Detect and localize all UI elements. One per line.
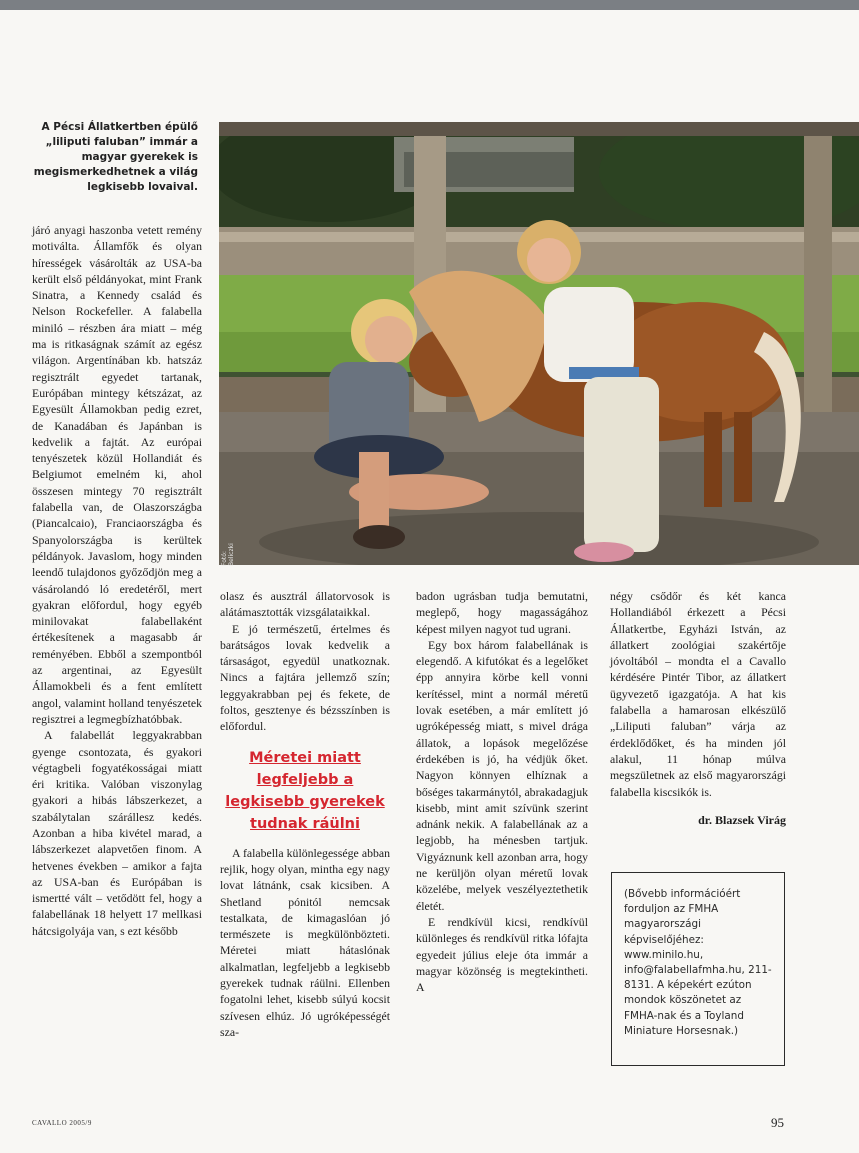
magazine-footer: CAVALLO 2005/9	[32, 1119, 92, 1127]
paragraph: járó anyagi haszonba vetett remény motiválta. Államfők és olyan hírességek vásárolták az USA-ba került első példányokat, mint Frank Sinatra, a Kennedy család és Nelson Rockefeller. A falabella miniló – részben ára miatt – még ma is ritkaságnak számít az egész világon. Argentínában kb. hatszáz regisztrált egyedet tartanak, Európában mintegy kétszázat, az Egyesült Államokban pedig ezret, de Kanadában és Japánban is kedvelik a fajtát. Az európai tenyészetek közül Hollandiát és Belgiumot emelném ki, ahol összesen mintegy 70 regisztrált falabella van, de Olaszországba (Piancalcaio), Franciaországba és Spanyolországba is kerültek példányok. Javaslom, hogy minden leendő tulajdonos győződjön meg a vásárolandó ló eredetéről, mert gyakran előfordul, hogy egyéb minilovakat falabellaként értékesítenek a magasabb ár reményében. Ebből a szempontból az argentinai, az Egyesült Államokbeli és a fent említett angol, valamint holland tenyészetek regisztrei a legmegbízhatóbbak.	[32, 223, 202, 726]
paragraph: A falabella különlegessége abban rejlik, hogy olyan, mintha egy nagy lovat látnánk, csak kicsiben. A Shetland pónitól nemcsak testalkata, de kimagaslóan jó természete is megkülönbözteti. Méretei miatt hátaslónak alkalmatlan, legfeljebb a legkisebb gyerekek tudnak ráülni. Ellenben fogatolni lehet, kisebb súlyú kocsit szívesen elhúz. Jó ugróképességét sza-	[220, 845, 390, 1039]
section-subheading: Méretei miatt legfeljebb a legkisebb gyerekek tudnak ráülni	[225, 749, 385, 832]
paragraph: badon ugrásban tudja bemutatni, meglepő, hogy magasságához képest milyen nagyot tud ugrani.	[416, 589, 588, 636]
paragraph: A falabellát leggyakrabban gyenge csontozata, és gyakori végtagbeli fogyatékosságai miatt éri kritika. Valóban viszonylag gyakori a hibás lábszerkezet, a szabálytalan szárállesz kedés. Azonban a hiba kivétel marad, a lábszerkezet alapvetően finom. A hetvenes években – amikor a fajta az USA-ban és Európában is ismertté vált – vetődött fel, hogy a falabellának 18 helyett 17 mellkasi hátcsigolyája van, s ezt később	[32, 728, 202, 938]
paragraph: E rendkívül kicsi, rendkívül különleges és rendkívül ritka lófajta egyedeit július eleje óta immár a magyar közönség is megtekintheti. A	[416, 914, 588, 995]
photo-illustration	[219, 122, 859, 565]
paragraph: Egy box három falabellának is elegendő. A kifutókat és a legelőket épp annyira körbe kell vonni kerítéssel, mint a normál méretű lovak esetében, a már említett jó ugróképesség miatt, s mivel drága állatok, a lopások megelőzése érdekében is jó, ha védjük őket. Nagyon könnyen elhíznak a bőséges takarmánytól, abrakadagjuk kisebb, mint amit szívünk szerint adnánk nekik. A falabellának az a legjobb, ha ménesben tartjuk. Vigyáznunk kell azonban arra, hogy ne kerüljön olyan méretű lovak közelébe, melyek veszélyeztethetik életét.	[416, 637, 588, 913]
article-column-1	[32, 222, 202, 939]
photo-girls-with-pony	[219, 122, 859, 565]
top-edge-bar	[0, 0, 859, 10]
info-box: (Bővebb információért forduljon az FMHA magyarországi képviselőjéhez: www.minilo.hu, info@falabellafmha.hu, 211-8131. A képekért ezúton mondok köszönetet az FMHA-nak és a Toyland Miniature Horsesnak.)	[611, 872, 785, 1066]
paragraph: négy csődőr és két kanca Hollandiából érkezett a Pécsi Állatkertbe, Egyházi István, az állatkert zoológiai szakértője jóvoltából – mondta el a Cavallo kérdésére Pintér Tibor, az állatkert ügyvezető igazgatója. A hat kis falabella a hamarosan elkészülő „Liliputi faluban” várja az érdeklődőket, és ha minden jól alakul, 11 hónap múlva megszületnek az első magyarországi falabella kiscsikók is.	[610, 589, 786, 799]
page-number: 95	[771, 1115, 784, 1130]
author-signature: dr. Blazsek Virág	[698, 812, 786, 827]
article-column-3	[416, 588, 588, 995]
paragraph: E jó természetű, értelmes és barátságos lovak kedvelik a társaságot, egyedül unatkoznak. Nincs a fajtára jellemző szín; leggyakrabban pej és fekete, de foltos, gesztenye és bézsszínben is előfordul.	[220, 621, 390, 734]
photo-credit: Fotó: Beliczki	[221, 543, 235, 566]
paragraph: olasz és ausztrál állatorvosok is alátámasztották vizsgálataikkal.	[220, 589, 390, 620]
article-column-2	[220, 588, 390, 1040]
article-column-4	[610, 588, 786, 828]
photo-caption: A Pécsi Állatkertben épülő „liliputi faluban” immár a magyar gyerekek is megismerkedhetnek a világ legkisebb lovaival.	[33, 121, 198, 193]
